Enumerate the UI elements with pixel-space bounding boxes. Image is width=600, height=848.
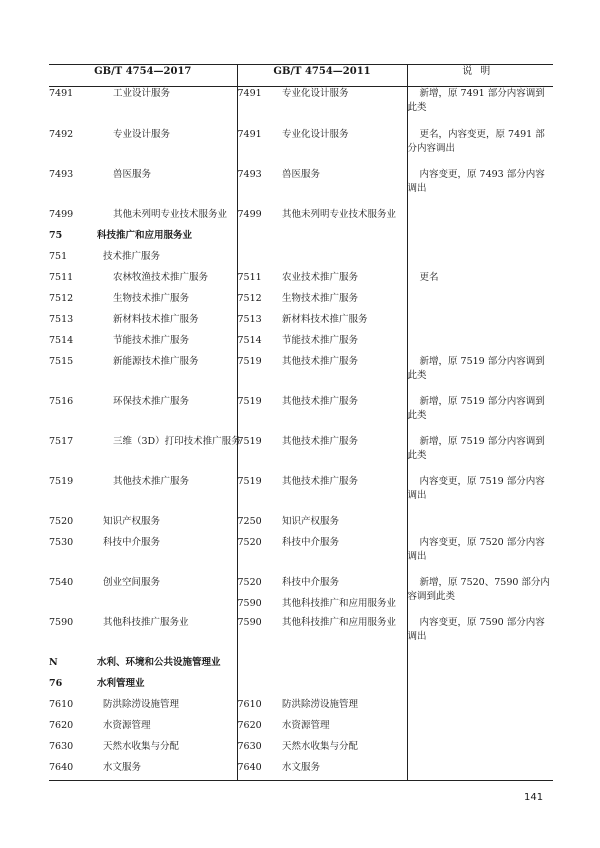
old-code: 7520 — [237, 536, 262, 548]
new-code: 7620 — [49, 719, 74, 731]
table-row — [49, 761, 553, 781]
note-cell — [407, 698, 553, 719]
new-name: 兽医服务 — [91, 168, 237, 208]
new-code: 7517 — [49, 435, 74, 447]
new-code: 7512 — [49, 292, 74, 304]
table-row — [49, 168, 553, 208]
new-name: 农林牧渔技术推广服务 — [91, 271, 237, 292]
header-gb2011: GB/T 4754—2011 — [237, 65, 407, 87]
old-name: 其他技术推广服务 — [270, 475, 407, 515]
new-code: 76 — [49, 677, 63, 689]
page-number: 141 — [524, 792, 544, 803]
note-cell — [407, 229, 553, 250]
table-row — [49, 395, 553, 435]
note-cell — [407, 761, 553, 781]
table-header-row — [49, 65, 553, 87]
new-name: 生物技术推广服务 — [91, 292, 237, 313]
new-code: 7630 — [49, 740, 74, 752]
old-name: 防洪除涝设施管理 — [270, 698, 407, 719]
old-code: 7491 — [237, 128, 262, 140]
old-code: 7519 — [237, 435, 262, 447]
new-name: 节能技术推广服务 — [91, 334, 237, 355]
new-code: 7640 — [49, 761, 91, 781]
new-code: 75 — [49, 229, 63, 241]
new-name: 新材料技术推广服务 — [91, 313, 237, 334]
table-row — [49, 576, 553, 597]
old-name — [270, 656, 407, 677]
note-cell — [407, 677, 553, 698]
old-name: 其他技术推广服务 — [270, 395, 407, 435]
new-name: 新能源技术推广服务 — [91, 355, 237, 395]
table-row — [49, 355, 553, 395]
table-row — [49, 208, 553, 229]
old-name: 天然水收集与分配 — [270, 740, 407, 761]
old-name: 节能技术推广服务 — [270, 334, 407, 355]
new-name: 三维（3D）打印技术推广服务 — [91, 435, 237, 475]
note-cell: 内容变更，原 7493 部分内容调出 — [407, 168, 545, 194]
old-code: 7513 — [237, 313, 262, 325]
new-name: 工业设计服务 — [91, 87, 237, 128]
new-code: 7513 — [49, 313, 74, 325]
table-row — [49, 292, 553, 313]
new-code: 7516 — [49, 395, 74, 407]
new-code: 7540 — [49, 576, 74, 588]
old-code: 7499 — [237, 208, 262, 220]
old-code: 7250 — [237, 515, 262, 527]
new-name: 其他科技推广服务业 — [91, 616, 237, 656]
old-name: 水资源管理 — [270, 719, 407, 740]
old-code: 7511 — [237, 271, 262, 283]
old-name: 其他技术推广服务 — [270, 435, 407, 475]
note-cell — [407, 334, 553, 355]
note-cell: 更名 — [419, 271, 439, 283]
new-name: 其他技术推广服务 — [91, 475, 237, 515]
old-code: 7519 — [237, 355, 262, 367]
new-code: 7610 — [49, 698, 74, 710]
note-cell: 内容变更，原 7519 部分内容调出 — [407, 475, 545, 501]
old-name: 专业化设计服务 — [270, 128, 407, 168]
old-name — [270, 250, 407, 271]
old-code: 7519 — [237, 395, 262, 407]
new-name: 技术推广服务 — [91, 250, 237, 271]
new-name: 其他未列明专业技术服务业 — [91, 208, 237, 229]
old-code: 7514 — [237, 334, 262, 346]
note-cell: 新增，原 7491 部分内容调到此类 — [407, 88, 545, 113]
note-cell: 内容变更，原 7590 部分内容调出 — [407, 616, 545, 642]
new-name: 知识产权服务 — [91, 515, 237, 536]
note-cell: 新增，原 7519 部分内容调到此类 — [407, 395, 545, 421]
note-cell — [407, 313, 553, 334]
new-code: 7530 — [49, 536, 74, 548]
table-row — [49, 698, 553, 719]
note-cell — [407, 719, 553, 740]
old-name — [270, 677, 407, 698]
new-code-empty — [49, 597, 91, 616]
table-row — [49, 740, 553, 761]
note-cell: 新增，原 7519 部分内容调到此类 — [407, 435, 545, 461]
note-cell: 更名，内容变更，原 7491 部分内容调出 — [407, 128, 545, 154]
new-name: 天然水收集与分配 — [91, 740, 237, 761]
table-row — [49, 435, 553, 475]
note-cell: 新增，原 7519 部分内容调到此类 — [407, 355, 545, 381]
note-cell — [407, 656, 553, 677]
new-name-empty — [91, 597, 237, 616]
old-name: 兽医服务 — [270, 168, 407, 208]
old-code: 7630 — [237, 740, 262, 752]
old-code — [237, 656, 270, 677]
old-code: 7519 — [237, 475, 262, 487]
new-name: 水利、环境和公共设施管理业 — [91, 656, 237, 677]
old-name: 知识产权服务 — [270, 515, 407, 536]
new-name: 科技推广和应用服务业 — [91, 229, 237, 250]
table-row — [49, 656, 553, 677]
new-name: 专业设计服务 — [91, 128, 237, 168]
table-row — [49, 128, 553, 168]
new-name: 科技中介服务 — [91, 536, 237, 576]
old-name — [270, 229, 407, 250]
table-body — [49, 87, 553, 781]
table-row — [49, 515, 553, 536]
old-code: 7610 — [237, 698, 262, 710]
table-row — [49, 677, 553, 698]
old-code — [237, 229, 270, 250]
new-name: 水文服务 — [91, 761, 237, 781]
new-code: 7520 — [49, 515, 74, 527]
new-code: 7519 — [49, 475, 74, 487]
new-name: 水资源管理 — [91, 719, 237, 740]
table-row — [49, 536, 553, 576]
note-cell: 内容变更，原 7520 部分内容调出 — [407, 536, 545, 562]
new-code: N — [49, 656, 58, 668]
old-code: 7640 — [237, 761, 270, 781]
table-row — [49, 250, 553, 271]
table-row — [49, 475, 553, 515]
old-code: 7512 — [237, 292, 262, 304]
new-code: 7515 — [49, 355, 74, 367]
old-name: 其他科技推广和应用服务业 — [270, 597, 407, 616]
new-code: 7499 — [49, 208, 74, 220]
old-name: 水文服务 — [270, 761, 407, 781]
old-code: 7491 — [237, 88, 262, 99]
old-name: 科技中介服务 — [270, 576, 407, 597]
table-row — [49, 313, 553, 334]
new-name: 水利管理业 — [91, 677, 237, 698]
note-cell — [407, 515, 553, 536]
table-row — [49, 229, 553, 250]
classification-table — [49, 64, 553, 781]
old-name: 农业技术推广服务 — [270, 271, 407, 292]
old-name: 科技中介服务 — [270, 536, 407, 576]
new-code: 7493 — [49, 168, 74, 180]
header-note: 说明 — [407, 65, 553, 87]
table-row — [49, 87, 553, 128]
old-code: 7620 — [237, 719, 262, 731]
new-code: 7491 — [49, 88, 74, 99]
table-row — [49, 334, 553, 355]
old-name: 其他技术推广服务 — [270, 355, 407, 395]
note-cell: 新增，原 7520、7590 部分内容调到此类 — [407, 576, 550, 602]
note-cell — [407, 250, 553, 271]
note-cell — [407, 292, 553, 313]
old-code — [237, 677, 270, 698]
old-code: 7493 — [237, 168, 262, 180]
new-code: 7514 — [49, 334, 74, 346]
table-row — [49, 719, 553, 740]
header-gb2017: GB/T 4754—2017 — [49, 65, 237, 87]
old-name: 专业化设计服务 — [270, 87, 407, 128]
new-name: 防洪除涝设施管理 — [91, 698, 237, 719]
new-code: 751 — [49, 250, 68, 262]
old-name: 其他未列明专业技术服务业 — [270, 208, 407, 229]
old-code: 7520 — [237, 576, 262, 588]
old-name: 生物技术推广服务 — [270, 292, 407, 313]
new-code: 7511 — [49, 271, 74, 283]
new-code: 7590 — [49, 616, 74, 628]
old-name: 新材料技术推广服务 — [270, 313, 407, 334]
old-name: 其他科技推广和应用服务业 — [270, 616, 407, 656]
note-cell — [407, 740, 553, 761]
new-name: 创业空间服务 — [91, 576, 237, 597]
old-code — [237, 250, 270, 271]
table-row — [49, 616, 553, 656]
old-code: 7590 — [237, 597, 262, 609]
old-code: 7590 — [237, 616, 262, 628]
table-row — [49, 271, 553, 292]
new-name: 环保技术推广服务 — [91, 395, 237, 435]
note-cell — [407, 208, 553, 229]
new-code: 7492 — [49, 128, 74, 140]
